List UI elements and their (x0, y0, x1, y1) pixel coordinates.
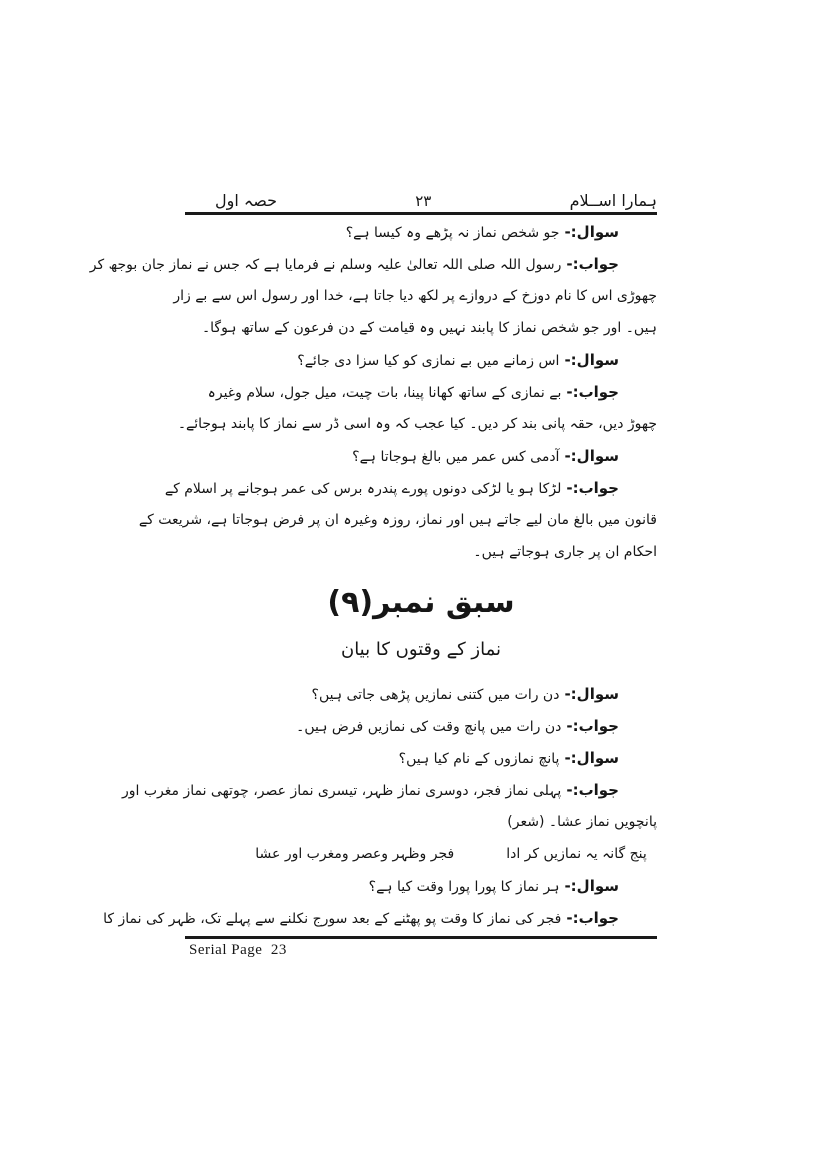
line-text: ہر نماز کا پورا پورا وقت کیا ہے؟ (368, 879, 560, 895)
question-label: سوال:- (564, 877, 619, 895)
verse-second-hemistich: فجر وظہر وعصر ومغرب اور عشا (255, 846, 455, 862)
page-header (185, 182, 657, 210)
answer-line (103, 902, 657, 934)
line-text: چھوڑی اس کا نام دوزخ کے دروازے پر لکھ دیا جاتا ہے، خدا اور رسول اس سے بے زار (173, 288, 657, 304)
continuation-line (185, 312, 657, 344)
question-label: سوال:- (564, 223, 619, 241)
part-label: حصہ اول (215, 191, 278, 210)
line-text: پہلی نماز فجر، دوسری نماز ظہر، تیسری نماز عصر، چوتھی نماز مغرب اور (121, 783, 562, 799)
line-text: چھوڑ دیں، حقہ پانی بند کر دیں۔ کیا عجب کہ وہ اسی ڈر سے نماز کا پابند ہوجائے۔ (177, 416, 657, 432)
answer-line (164, 472, 657, 504)
answer-line (89, 248, 657, 280)
page-content (89, 216, 657, 934)
serial-page-label: Serial Page 23 (189, 942, 287, 958)
line-text: دن رات میں پانچ وقت کی نمازیں فرض ہیں۔ (296, 719, 562, 735)
line-text: آدمی کس عمر میں بالغ ہوجاتا ہے؟ (352, 449, 560, 465)
page-number: ۲۳ (415, 192, 432, 210)
answer-label: جواب:- (566, 717, 619, 735)
continuation-line (173, 280, 657, 312)
answer-line (121, 774, 657, 806)
question-line (185, 216, 657, 248)
answer-line (185, 710, 657, 742)
answer-line (185, 376, 657, 408)
continuation-line (177, 408, 657, 440)
answer-label: جواب:- (566, 383, 619, 401)
answer-label: جواب:- (566, 781, 619, 799)
line-text: پانچ نمازوں کے نام کیا ہیں؟ (398, 751, 560, 767)
question-label: سوال:- (564, 749, 619, 767)
line-text: رسول اللہ صلی اللہ تعالیٰ علیہ وسلم نے فرمایا ہے کہ جس نے نماز جان بوجھ کر (89, 257, 562, 273)
question-line (185, 870, 657, 902)
question-label: سوال:- (564, 351, 619, 369)
continuation-line (185, 806, 657, 838)
lesson-subtitle: نماز کے وقتوں کا بیان (340, 639, 502, 660)
question-label: سوال:- (564, 685, 619, 703)
line-text: قانون میں بالغ مان لیے جاتے ہیں اور نماز، روزہ وغیرہ ان پر فرض ہوجاتا ہے، شریعت کے (138, 512, 657, 528)
line-text: پانچویں نماز عشا۔ (شعر) (507, 814, 657, 830)
book-title: ہمارا اســلام (569, 191, 657, 210)
question-line (185, 678, 657, 710)
header-rule (185, 212, 657, 215)
line-text: جو شخص نماز نہ پڑھے وہ کیسا ہے؟ (345, 225, 560, 241)
answer-label: جواب:- (566, 909, 619, 927)
continuation-line (138, 504, 657, 536)
line-text: فجر کی نماز کا وقت پو پھٹنے کے بعد سورج نکلنے سے پہلے تک، ظہر کی نماز کا (103, 911, 562, 927)
lesson-heading: سبق نمبر(۹) (327, 585, 515, 620)
continuation-line (185, 536, 657, 568)
question-line (185, 440, 657, 472)
line-text: لڑکا ہو یا لڑکی دونوں پورے پندرہ برس کی عمر ہوجانے پر اسلام کے (164, 481, 562, 497)
line-text: اس زمانے میں بے نمازی کو کیا سزا دی جائے؟ (297, 353, 560, 369)
verse-line (185, 838, 657, 870)
answer-label: جواب:- (566, 479, 619, 497)
line-text: دن رات میں کتنی نمازیں پڑھی جاتی ہیں؟ (311, 687, 560, 703)
answer-label: جواب:- (566, 255, 619, 273)
question-line (185, 742, 657, 774)
question-label: سوال:- (564, 447, 619, 465)
line-text: احکام ان پر جاری ہوجاتے ہیں۔ (473, 544, 657, 560)
question-line (185, 344, 657, 376)
verse-first-hemistich: پنج گانہ یہ نمازیں کر ادا (506, 846, 647, 862)
line-text: بے نمازی کے ساتھ کھانا پینا، بات چیت، میل جول، سلام وغیرہ (207, 385, 562, 401)
page-footer (185, 936, 657, 959)
line-text: ہیں۔ اور جو شخص نماز کا پابند نہیں وہ قیامت کے دن فرعون کے ساتھ ہوگا۔ (201, 320, 657, 336)
